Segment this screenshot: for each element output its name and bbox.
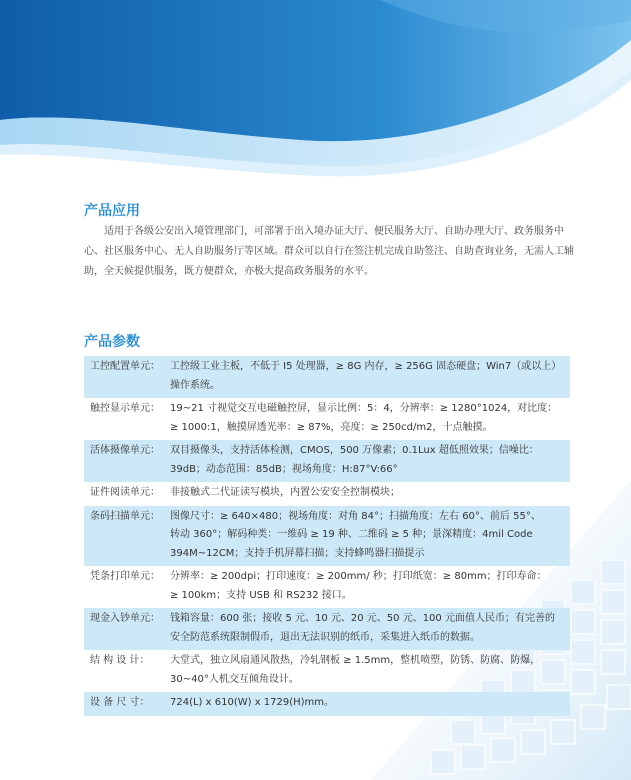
- spec-row: [84, 398, 570, 440]
- spec-value: [170, 484, 570, 503]
- spec-value-line: 钱箱容量：600 张；接收 5 元、10 元、20 元、50 元、100 元面值人民币；有完善的: [170, 613, 555, 624]
- spec-value-line: 分辨率：≥ 200dpi；打印速度：≥ 200mm/ 秒；打印纸宽：≥ 80mm；打印寿命：: [170, 571, 547, 582]
- spec-value-line: 724(L) x 610(W) x 1729(H)mm。: [170, 697, 335, 708]
- spec-value: [170, 508, 570, 564]
- spec-value-line: 图像尺寸：≥ 640×480；视场角度：对角 84°；扫描角度：左右 60°、前后 55°、: [170, 510, 541, 522]
- spec-row: [84, 650, 570, 692]
- spec-row: [84, 440, 570, 482]
- spec-value: [170, 400, 570, 437]
- spec-row: [84, 692, 570, 716]
- spec-value-line: 非接触式二代证读写模块，内置公安安全控制模块；: [170, 487, 400, 498]
- spec-label: 结 构 设 计：: [90, 655, 150, 666]
- spec-row: [84, 566, 570, 608]
- spec-table: [84, 356, 570, 716]
- spec-value-line: ≥ 1000:1，触摸屏透光率：≥ 87%，亮度：≥ 250cd/m2，十点触摸。: [170, 421, 493, 433]
- application-title: 产品应用: [84, 203, 140, 219]
- spec-value-line: 19~21 寸视觉交互电磁触控屏，显示比例：5：4，分辨率：≥ 1280°1024，对比度：: [170, 403, 558, 414]
- spec-value-line: 转动 360°；解码种类：一维码 ≥ 19 种、二维码 ≥ 5 种；景深精度：4mil Code: [170, 529, 533, 540]
- spec-label: 现金入钞单元：: [90, 613, 160, 624]
- spec-value-line: 30~40°人机交互倾角设计。: [170, 673, 299, 685]
- spec-row: [84, 356, 570, 398]
- spec-value-line: 大堂式，独立风扇通风散热，冷轧钢板 ≥ 1.5mm，整机喷塑，防锈、防腐、防爆，: [170, 655, 541, 666]
- spec-value-line: 394M~12CM；支持手机屏幕扫描；支持蜂鸣器扫描提示: [170, 547, 425, 559]
- spec-label: 工控配置单元：: [90, 361, 160, 372]
- spec-value: [170, 442, 570, 479]
- spec-value-line: 安全防范系统限制假币，退出无法识别的纸币，采集进入纸币的数据。: [170, 631, 480, 643]
- spec-label: 活体摄像单元：: [90, 445, 160, 456]
- application-description: 适用于各级公安出入境管理部门，可部署于出入境办证大厅、便民服务大厅、自助办理大厅、政务服务中心、社区服务中心、无人自助服务厅等区域。群众可以自行在签注机完成自助签注、自助查询业务，无需人工辅助，全天候提供服务，既方便群众，亦极大提高政务服务的水平。: [84, 226, 574, 277]
- header-wave-decoration: [0, 0, 631, 200]
- spec-value: [170, 568, 570, 605]
- spec-label: 条码扫描单元：: [90, 510, 160, 522]
- params-title: 产品参数: [84, 334, 140, 350]
- spec-value-line: 工控级工业主板，不低于 I5 处理器，≥ 8G 内存，≥ 256G 固态硬盘；Win7（或以上）: [170, 361, 562, 372]
- spec-row: [84, 608, 570, 650]
- spec-value: [170, 652, 570, 689]
- spec-value: [170, 610, 570, 647]
- spec-label: 凭条打印单元：: [90, 571, 160, 582]
- spec-value: [170, 358, 570, 395]
- spec-label: 证件阅读单元：: [90, 487, 160, 498]
- spec-value: [170, 694, 570, 713]
- spec-row: [84, 482, 570, 506]
- spec-row: [84, 506, 570, 567]
- spec-value-line: 双目摄像头，支持活体检测，CMOS，500 万像素；0.1Lux 超低照效果；信噪比：: [170, 445, 539, 456]
- spec-value-line: 39dB；动态范围：85dB；视场角度：H:87°V:66°: [170, 463, 398, 475]
- spec-value-line: ≥ 100km；支持 USB 和 RS232 接口。: [170, 589, 352, 601]
- spec-label: 触控显示单元：: [90, 403, 160, 414]
- spec-label: 设 备 尺 寸：: [90, 697, 150, 708]
- spec-value-line: 操作系统。: [170, 379, 220, 391]
